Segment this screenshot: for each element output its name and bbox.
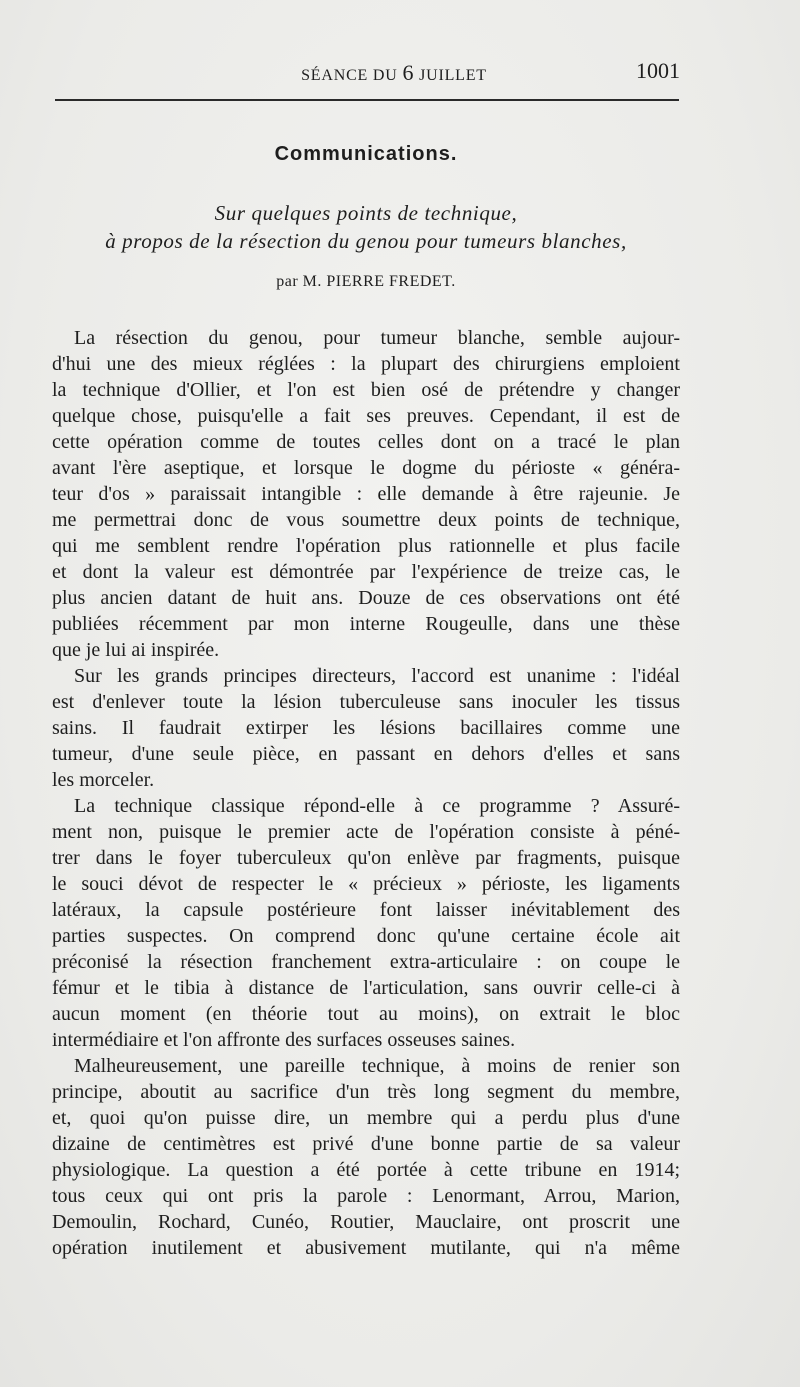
text-line: qui me semblent rendre l'opération plus rationnelle et plus facile	[52, 535, 680, 557]
text-line: que je lui ai inspirée.	[52, 639, 220, 661]
text-line: Sur les grands principes directeurs, l'accord est unanime : l'idéal	[74, 665, 680, 687]
running-title-day: 6	[402, 60, 415, 85]
text-line: physiologique. La question a été portée à cette tribune en 1914;	[52, 1159, 680, 1181]
text-line: teur d'os » paraissait intangible : elle demande à être rajeunie. Je	[52, 483, 680, 505]
body-text	[52, 325, 680, 1261]
text-line: opération inutilement et abusivement mutilante, qui n'a même	[52, 1237, 680, 1259]
text-line: les morceler.	[52, 769, 155, 791]
article-title	[52, 199, 680, 255]
running-title-suffix: JUILLET	[414, 67, 487, 84]
header-rule	[55, 99, 679, 101]
text-line: Malheureusement, une pareille technique, à moins de renier son	[74, 1055, 680, 1077]
text-line: et, quoi qu'on puisse dire, un membre qui a perdu plus d'une	[52, 1107, 680, 1129]
text-line: Demoulin, Rochard, Cunéo, Routier, Mauclaire, ont proscrit une	[52, 1211, 680, 1233]
text-line: ment non, puisque le premier acte de l'opération consiste à péné-	[52, 821, 680, 843]
text-line: tous ceux qui ont pris la parole : Lenormant, Arrou, Marion,	[52, 1185, 680, 1207]
text-line: La résection du genou, pour tumeur blanche, semble aujour-	[74, 327, 680, 349]
running-title-prefix: SÉANCE DU	[301, 67, 403, 84]
text-line: est d'enlever toute la lésion tuberculeuse sans inoculer les tissus	[52, 691, 680, 713]
text-line: publiées récemment par mon interne Rougeulle, dans une thèse	[52, 613, 680, 635]
running-head	[52, 58, 680, 88]
article-title-line-2: à propos de la résection du genou pour tumeurs blanches,	[105, 229, 627, 253]
text-line: aucun moment (en théorie tout au moins), on extrait le bloc	[52, 1003, 680, 1025]
text-line: cette opération comme de toutes celles dont on a tracé le plan	[52, 431, 680, 453]
text-line: principe, aboutit au sacrifice d'un très long segment du membre,	[52, 1081, 680, 1103]
section-title: Communications.	[274, 143, 458, 165]
text-line: préconisé la résection franchement extra-articulaire : on coupe le	[52, 951, 680, 973]
text-line: parties suspectes. On comprend donc qu'une certaine école ait	[52, 925, 680, 947]
page-number: 1001	[636, 58, 680, 83]
text-line: plus ancien datant de huit ans. Douze de ces observations ont été	[52, 587, 680, 609]
text-line: trer dans le foyer tuberculeux qu'on enlève par fragments, puisque	[52, 847, 680, 869]
text-line: La technique classique répond-elle à ce programme ? Assuré-	[74, 795, 680, 817]
running-title	[52, 60, 680, 86]
article-title-line-1: Sur quelques points de technique,	[214, 201, 518, 225]
byline: par M. PIERRE FREDET.	[276, 273, 456, 290]
text-line: tumeur, d'une seule pièce, en passant en dehors d'elles et sans	[52, 743, 680, 765]
text-line: la technique d'Ollier, et l'on est bien osé de prétendre y changer	[52, 379, 680, 401]
text-line: intermédiaire et l'on affronte des surfaces osseuses saines.	[52, 1029, 516, 1051]
text-line: sains. Il faudrait extirper les lésions bacillaires comme une	[52, 717, 680, 739]
text-line: latéraux, la capsule postérieure font laisser inévitablement des	[52, 899, 680, 921]
text-line: d'hui une des mieux réglées : la plupart des chirurgiens emploient	[52, 353, 680, 375]
text-line: quelque chose, puisqu'elle a fait ses preuves. Cependant, il est de	[52, 405, 680, 427]
text-line: avant l'ère aseptique, et lorsque le dogme du périoste « généra-	[52, 457, 680, 479]
text-line: et dont la valeur est démontrée par l'expérience de treize cas, le	[52, 561, 680, 583]
text-line: me permettrai donc de vous soumettre deux points de technique,	[52, 509, 680, 531]
text-line: dizaine de centimètres est privé d'une bonne partie de sa valeur	[52, 1133, 680, 1155]
text-line: fémur et le tibia à distance de l'articulation, sans ouvrir celle-ci à	[52, 977, 680, 999]
text-line: le souci dévot de respecter le « précieux » périoste, les ligaments	[52, 873, 680, 895]
